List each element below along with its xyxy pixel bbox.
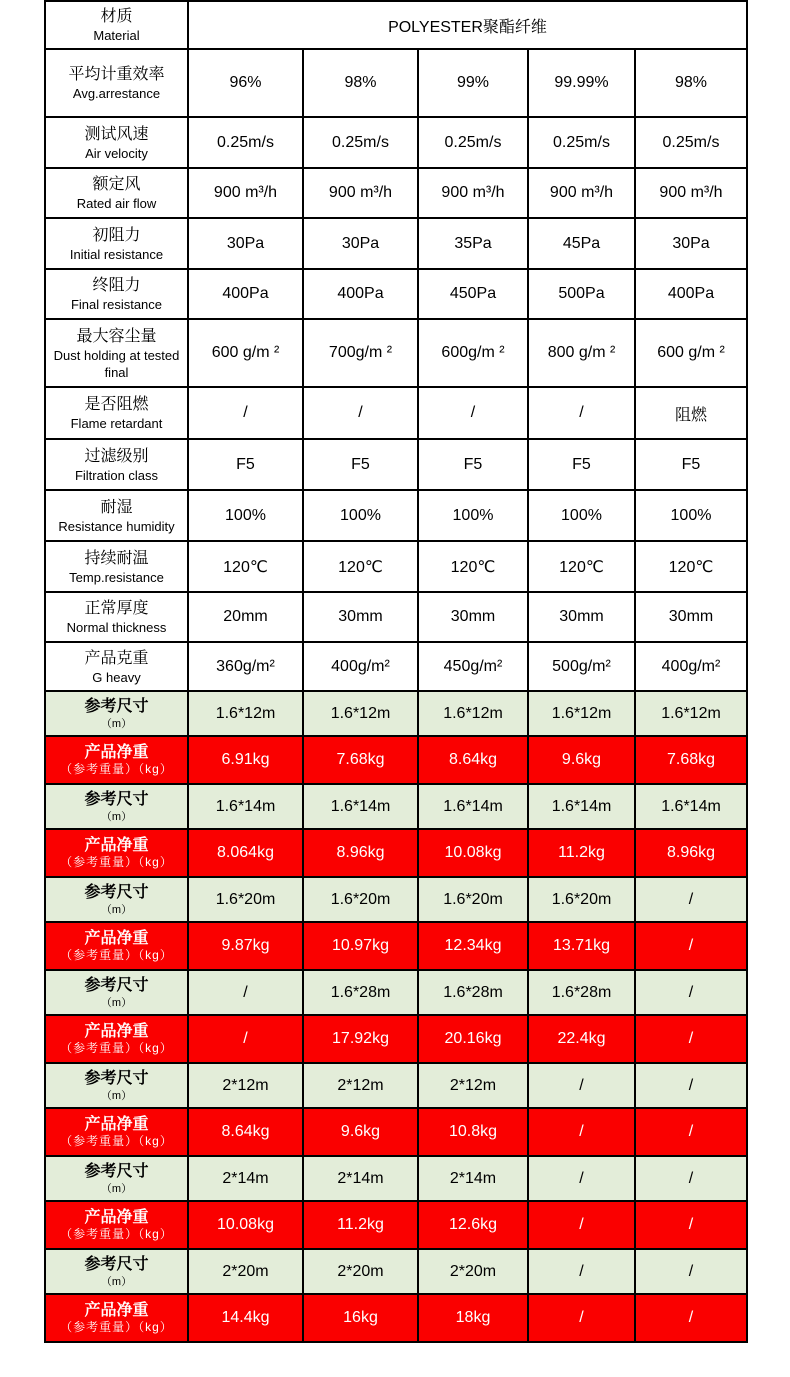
size-value-cell: /: [528, 1249, 635, 1294]
material-header-cell: [45, 1, 188, 49]
spec-label-zh: 产品克重: [84, 649, 149, 667]
size-value-cell: /: [635, 1156, 747, 1201]
weight-value-cell: 13.71kg: [528, 922, 635, 970]
spec-value-cell: 600g/m ²: [418, 319, 528, 387]
spec-row: [45, 49, 747, 117]
spec-value-cell: 阻燃: [635, 387, 747, 439]
weight-label-cell: [45, 829, 188, 877]
size-value-cell: 1.6*12m: [528, 691, 635, 736]
spec-value-cell: 500g/m²: [528, 642, 635, 691]
weight-row: [45, 1201, 747, 1249]
spec-value-cell: 0.25m/s: [303, 117, 418, 168]
size-value-cell: 1.6*12m: [188, 691, 303, 736]
size-label-sub: （m）: [100, 718, 133, 730]
spec-value-cell: 100%: [635, 490, 747, 541]
weight-label-zh: 产品净重: [84, 1116, 149, 1133]
spec-row: [45, 490, 747, 541]
size-label-zh: 参考尺寸: [84, 698, 149, 715]
size-value-cell: 2*14m: [303, 1156, 418, 1201]
spec-value-cell: /: [528, 387, 635, 439]
spec-label-zh: 持续耐温: [84, 549, 149, 567]
weight-value-cell: /: [188, 1015, 303, 1063]
size-value-cell: /: [528, 1156, 635, 1201]
size-label-sub: （m）: [100, 811, 133, 823]
weight-value-cell: 8.064kg: [188, 829, 303, 877]
size-label-cell: [45, 1156, 188, 1201]
weight-value-cell: 10.97kg: [303, 922, 418, 970]
spec-value-cell: 120℃: [635, 541, 747, 592]
size-value-cell: 1.6*20m: [303, 877, 418, 922]
spec-label-cell: [45, 592, 188, 642]
spec-value-cell: 400Pa: [635, 269, 747, 319]
spec-value-cell: 0.25m/s: [188, 117, 303, 168]
material-value: POLYESTER聚酯纤维: [188, 1, 747, 49]
size-value-cell: 1.6*12m: [418, 691, 528, 736]
weight-value-cell: /: [528, 1108, 635, 1156]
spec-value-cell: 360g/m²: [188, 642, 303, 691]
size-value-cell: 1.6*14m: [418, 784, 528, 829]
weight-label-cell: [45, 1015, 188, 1063]
weight-value-cell: 20.16kg: [418, 1015, 528, 1063]
spec-label-en: Final resistance: [70, 297, 163, 312]
spec-label-zh: 正常厚度: [84, 600, 149, 617]
size-row: [45, 1249, 747, 1294]
size-label-cell: [45, 691, 188, 736]
weight-label-zh: 产品净重: [84, 1209, 149, 1226]
size-row: [45, 970, 747, 1015]
spec-value-cell: 120℃: [528, 541, 635, 592]
size-label-cell: [45, 970, 188, 1015]
spec-label-cell: [45, 387, 188, 439]
weight-value-cell: 10.08kg: [188, 1201, 303, 1249]
spec-value-cell: F5: [418, 439, 528, 490]
size-row: [45, 877, 747, 922]
spec-value-cell: 120℃: [418, 541, 528, 592]
spec-label-en: Resistance humidity: [58, 518, 175, 534]
spec-value-cell: 98%: [303, 49, 418, 117]
spec-row: [45, 541, 747, 592]
spec-row: [45, 269, 747, 319]
weight-value-cell: 17.92kg: [303, 1015, 418, 1063]
spec-label-zh: 额定风: [92, 176, 141, 193]
spec-row: [45, 387, 747, 439]
spec-value-cell: 30mm: [528, 592, 635, 642]
spec-row: [45, 592, 747, 642]
spec-label-cell: [45, 269, 188, 319]
size-value-cell: 1.6*20m: [418, 877, 528, 922]
size-label-cell: [45, 1063, 188, 1108]
size-value-cell: 1.6*12m: [303, 691, 418, 736]
spec-label-zh: 耐湿: [100, 498, 133, 516]
size-value-cell: /: [528, 1063, 635, 1108]
weight-label-zh: 产品净重: [84, 837, 149, 854]
spec-label-cell: [45, 218, 188, 269]
weight-value-cell: 11.2kg: [303, 1201, 418, 1249]
size-label-sub: （m）: [100, 1090, 133, 1102]
spec-value-cell: 100%: [418, 490, 528, 541]
spec-label-cell: [45, 117, 188, 168]
spec-table-body: [45, 1, 747, 1342]
size-label-zh: 参考尺寸: [84, 791, 149, 808]
spec-label-cell: [45, 541, 188, 592]
weight-value-cell: 12.34kg: [418, 922, 528, 970]
size-value-cell: /: [635, 970, 747, 1015]
spec-row: [45, 117, 747, 168]
size-value-cell: 1.6*28m: [418, 970, 528, 1015]
size-value-cell: 2*14m: [188, 1156, 303, 1201]
spec-value-cell: 30Pa: [188, 218, 303, 269]
weight-value-cell: 14.4kg: [188, 1294, 303, 1342]
size-value-cell: 2*20m: [418, 1249, 528, 1294]
spec-value-cell: 900 m³/h: [303, 168, 418, 218]
size-value-cell: 1.6*14m: [303, 784, 418, 829]
spec-value-cell: F5: [635, 439, 747, 490]
spec-value-cell: 120℃: [303, 541, 418, 592]
size-value-cell: 1.6*28m: [528, 970, 635, 1015]
spec-value-cell: F5: [303, 439, 418, 490]
size-value-cell: 2*12m: [303, 1063, 418, 1108]
weight-value-cell: 9.6kg: [528, 736, 635, 784]
weight-value-cell: 10.8kg: [418, 1108, 528, 1156]
size-value-cell: /: [635, 1249, 747, 1294]
spec-value-cell: 30Pa: [303, 218, 418, 269]
spec-label-zh: 过滤级别: [84, 447, 149, 465]
spec-value-cell: 35Pa: [418, 218, 528, 269]
weight-value-cell: 9.6kg: [303, 1108, 418, 1156]
weight-label-sub: （参考重量）（kg）: [60, 855, 173, 869]
weight-value-cell: /: [528, 1201, 635, 1249]
weight-label-sub: （参考重量）（kg）: [60, 1227, 173, 1241]
size-label-cell: [45, 877, 188, 922]
size-label-cell: [45, 1249, 188, 1294]
spec-label-cell: [45, 490, 188, 541]
spec-label-zh: 测试风速: [84, 125, 149, 143]
spec-value-cell: /: [418, 387, 528, 439]
weight-value-cell: /: [635, 922, 747, 970]
weight-value-cell: 12.6kg: [418, 1201, 528, 1249]
size-value-cell: 1.6*14m: [635, 784, 747, 829]
spec-row: [45, 168, 747, 218]
spec-value-cell: 30Pa: [635, 218, 747, 269]
spec-label-en: Initial resistance: [69, 246, 164, 262]
spec-value-cell: 400Pa: [188, 269, 303, 319]
weight-value-cell: 16kg: [303, 1294, 418, 1342]
weight-label-zh: 产品净重: [84, 930, 149, 947]
size-value-cell: 1.6*14m: [528, 784, 635, 829]
weight-row: [45, 829, 747, 877]
size-value-cell: 1.6*20m: [188, 877, 303, 922]
weight-label-cell: [45, 922, 188, 970]
weight-label-cell: [45, 1108, 188, 1156]
weight-label-cell: [45, 736, 188, 784]
size-value-cell: 2*12m: [418, 1063, 528, 1108]
spec-value-cell: 100%: [303, 490, 418, 541]
weight-value-cell: 7.68kg: [635, 736, 747, 784]
spec-label-cell: [45, 319, 188, 387]
spec-value-cell: 45Pa: [528, 218, 635, 269]
spec-value-cell: 400g/m²: [303, 642, 418, 691]
spec-value-cell: 400Pa: [303, 269, 418, 319]
spec-value-cell: 600 g/m ²: [635, 319, 747, 387]
spec-label-en: Temp.resistance: [69, 569, 164, 585]
weight-label-sub: （参考重量）（kg）: [60, 1134, 173, 1148]
spec-value-cell: 30mm: [635, 592, 747, 642]
spec-row: [45, 218, 747, 269]
spec-value-cell: 700g/m ²: [303, 319, 418, 387]
spec-value-cell: 800 g/m ²: [528, 319, 635, 387]
spec-value-cell: 500Pa: [528, 269, 635, 319]
spec-value-cell: 600 g/m ²: [188, 319, 303, 387]
size-label-sub: （m）: [100, 904, 133, 916]
spec-value-cell: 96%: [188, 49, 303, 117]
spec-value-cell: 0.25m/s: [528, 117, 635, 168]
size-value-cell: 2*14m: [418, 1156, 528, 1201]
weight-row: [45, 1015, 747, 1063]
spec-label-en: Filtration class: [74, 467, 159, 483]
size-label-zh: 参考尺寸: [84, 1070, 149, 1087]
weight-value-cell: 11.2kg: [528, 829, 635, 877]
spec-label-en: Normal thickness: [66, 620, 167, 635]
size-value-cell: /: [635, 877, 747, 922]
weight-value-cell: 7.68kg: [303, 736, 418, 784]
size-value-cell: 2*12m: [188, 1063, 303, 1108]
spec-row: [45, 439, 747, 490]
weight-row: [45, 1108, 747, 1156]
size-row: [45, 691, 747, 736]
weight-value-cell: 8.64kg: [418, 736, 528, 784]
spec-value-cell: F5: [188, 439, 303, 490]
size-label-sub: （m）: [100, 1183, 133, 1195]
weight-value-cell: /: [635, 1294, 747, 1342]
spec-label-en: Avg.arrestance: [72, 86, 161, 101]
weight-label-sub: （参考重量）（kg）: [60, 948, 173, 962]
weight-value-cell: 8.64kg: [188, 1108, 303, 1156]
weight-label-sub: （参考重量）（kg）: [60, 1320, 173, 1334]
spec-value-cell: 30mm: [303, 592, 418, 642]
spec-value-cell: 400g/m²: [635, 642, 747, 691]
weight-label-zh: 产品净重: [84, 1302, 149, 1319]
spec-label-en: Rated air flow: [76, 196, 157, 211]
weight-label-sub: （参考重量）（kg）: [60, 762, 173, 776]
spec-value-cell: 100%: [188, 490, 303, 541]
spec-value-cell: /: [188, 387, 303, 439]
material-row: [45, 1, 747, 49]
size-value-cell: /: [188, 970, 303, 1015]
spec-label-en: Dust holding at tested final: [53, 347, 180, 380]
spec-label-zh: 平均计重效率: [68, 66, 165, 83]
weight-value-cell: /: [635, 1201, 747, 1249]
weight-value-cell: /: [528, 1294, 635, 1342]
size-row: [45, 1063, 747, 1108]
spec-value-cell: 98%: [635, 49, 747, 117]
size-row: [45, 1156, 747, 1201]
weight-label-sub: （参考重量）（kg）: [60, 1041, 173, 1055]
spec-label-cell: [45, 49, 188, 117]
size-value-cell: 2*20m: [188, 1249, 303, 1294]
weight-value-cell: 22.4kg: [528, 1015, 635, 1063]
spec-value-cell: 900 m³/h: [635, 168, 747, 218]
weight-label-zh: 产品净重: [84, 744, 149, 761]
spec-label-en: Flame retardant: [70, 416, 163, 431]
weight-value-cell: 8.96kg: [303, 829, 418, 877]
weight-value-cell: 6.91kg: [188, 736, 303, 784]
spec-label-zh: 是否阻燃: [84, 396, 149, 413]
spec-value-cell: 120℃: [188, 541, 303, 592]
spec-value-cell: 99%: [418, 49, 528, 117]
weight-value-cell: 9.87kg: [188, 922, 303, 970]
spec-label-zh: 最大容尘量: [76, 327, 157, 345]
size-value-cell: 1.6*20m: [528, 877, 635, 922]
weight-row: [45, 1294, 747, 1342]
size-value-cell: 2*20m: [303, 1249, 418, 1294]
material-label-en: Material: [93, 28, 140, 43]
weight-value-cell: /: [635, 1015, 747, 1063]
spec-label-cell: [45, 642, 188, 691]
weight-row: [45, 736, 747, 784]
spec-table: [44, 0, 748, 1343]
spec-label-cell: [45, 439, 188, 490]
spec-value-cell: 450Pa: [418, 269, 528, 319]
size-label-cell: [45, 784, 188, 829]
spec-label-cell: [45, 168, 188, 218]
spec-row: [45, 642, 747, 691]
size-value-cell: 1.6*14m: [188, 784, 303, 829]
spec-value-cell: 0.25m/s: [418, 117, 528, 168]
size-value-cell: 1.6*12m: [635, 691, 747, 736]
spec-label-zh: 终阻力: [92, 277, 141, 294]
size-label-zh: 参考尺寸: [84, 1256, 149, 1273]
material-label-zh: 材质: [100, 8, 133, 25]
spec-value-cell: 450g/m²: [418, 642, 528, 691]
weight-label-zh: 产品净重: [84, 1023, 149, 1040]
spec-value-cell: 99.99%: [528, 49, 635, 117]
spec-value-cell: 900 m³/h: [188, 168, 303, 218]
spec-row: [45, 319, 747, 387]
weight-value-cell: 18kg: [418, 1294, 528, 1342]
weight-value-cell: /: [635, 1108, 747, 1156]
size-label-zh: 参考尺寸: [84, 884, 149, 901]
spec-value-cell: F5: [528, 439, 635, 490]
spec-label-zh: 初阻力: [92, 226, 141, 244]
size-row: [45, 784, 747, 829]
spec-value-cell: 20mm: [188, 592, 303, 642]
size-label-zh: 参考尺寸: [84, 977, 149, 994]
size-label-zh: 参考尺寸: [84, 1163, 149, 1180]
weight-row: [45, 922, 747, 970]
spec-value-cell: 900 m³/h: [418, 168, 528, 218]
size-value-cell: 1.6*28m: [303, 970, 418, 1015]
spec-value-cell: /: [303, 387, 418, 439]
size-label-sub: （m）: [100, 1276, 133, 1288]
weight-value-cell: 10.08kg: [418, 829, 528, 877]
spec-label-en: G heavy: [92, 669, 141, 685]
size-label-sub: （m）: [100, 997, 133, 1009]
spec-value-cell: 100%: [528, 490, 635, 541]
spec-value-cell: 30mm: [418, 592, 528, 642]
spec-label-en: Air velocity: [85, 145, 148, 161]
spec-value-cell: 0.25m/s: [635, 117, 747, 168]
spec-value-cell: 900 m³/h: [528, 168, 635, 218]
weight-value-cell: 8.96kg: [635, 829, 747, 877]
weight-label-cell: [45, 1294, 188, 1342]
weight-label-cell: [45, 1201, 188, 1249]
size-value-cell: /: [635, 1063, 747, 1108]
